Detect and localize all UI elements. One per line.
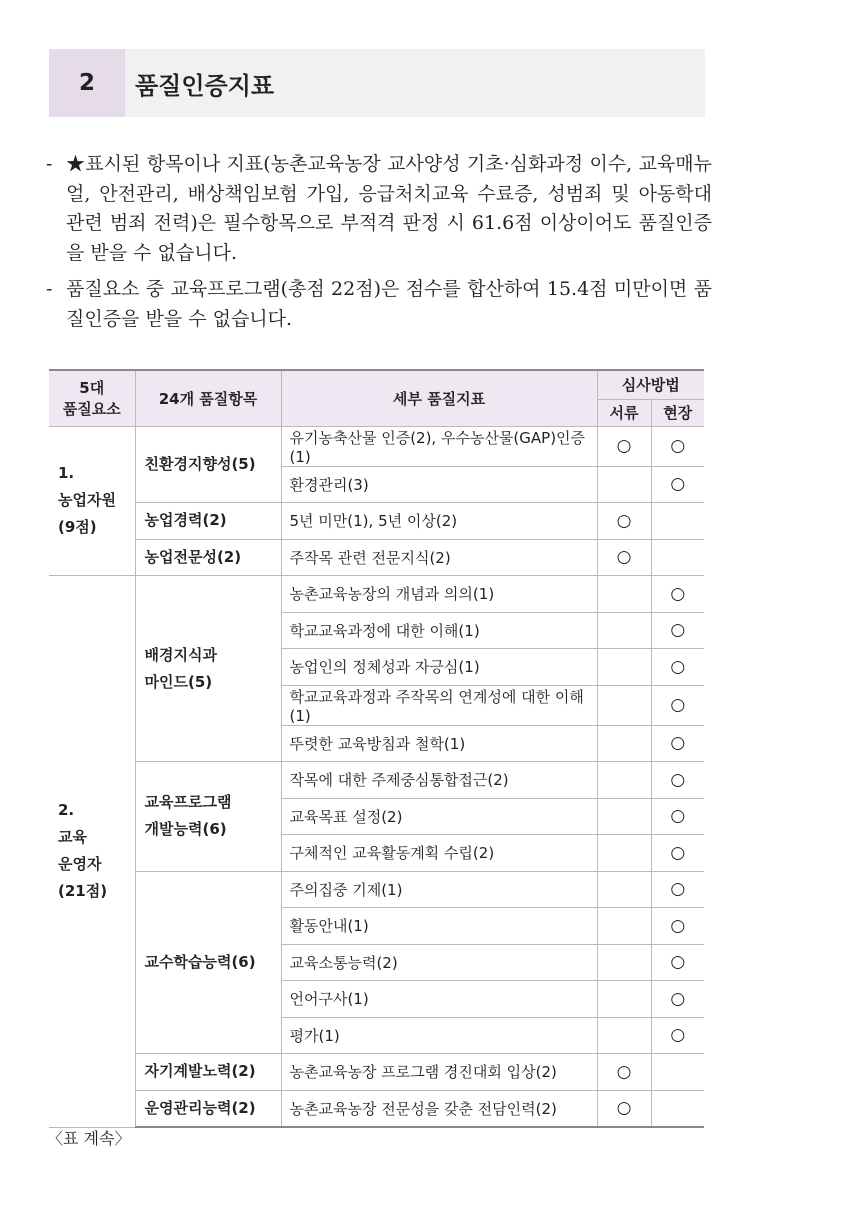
indicator-cell: 교육소통능력(2) (281, 944, 597, 981)
site-mark-cell (651, 835, 704, 872)
quality-item-line: 운영관리능력(2) (144, 1098, 256, 1117)
docs-mark-cell (597, 908, 651, 945)
quality-item-line: 교육프로그램 (144, 793, 232, 812)
docs-mark-cell (597, 762, 651, 799)
header-docs: 서류 (597, 399, 651, 426)
indicator-cell: 언어구사(1) (281, 981, 597, 1018)
table-row (49, 762, 704, 799)
quality-element-line: 농업자원 (58, 491, 116, 510)
indicator-cell: 주작목 관련 전문지식(2) (281, 539, 597, 576)
site-mark-cell (651, 762, 704, 799)
quality-element-line: 운영자 (58, 855, 102, 874)
indicator-cell: 환경관리(3) (281, 466, 597, 503)
circle-mark-icon: ○ (670, 988, 686, 1009)
indicator-cell: 5년 미만(1), 5년 이상(2) (281, 503, 597, 540)
indicator-cell: 구체적인 교육활동계획 수립(2) (281, 835, 597, 872)
docs-mark-cell (597, 944, 651, 981)
table-row (49, 503, 704, 540)
section-header (49, 49, 705, 117)
docs-mark-cell (597, 798, 651, 835)
docs-mark-cell (597, 539, 651, 576)
quality-element-line: 2. (58, 801, 75, 820)
quality-item-line: 교수학습능력(6) (144, 952, 256, 971)
docs-mark-cell (597, 685, 651, 725)
docs-mark-cell (597, 503, 651, 540)
quality-item-line: 농업전문성(2) (144, 547, 242, 566)
circle-mark-icon: ○ (616, 547, 632, 568)
indicator-cell: 주의집중 기제(1) (281, 871, 597, 908)
docs-mark-cell (597, 981, 651, 1018)
site-mark-cell (651, 685, 704, 725)
table-row (49, 1054, 704, 1091)
notes-list (46, 150, 712, 341)
indicator-cell: 학교교육과정에 대한 이해(1) (281, 612, 597, 649)
circle-mark-icon: ○ (670, 806, 686, 827)
quality-element-cell (49, 426, 135, 576)
quality-item-line: 농업경력(2) (144, 511, 227, 530)
indicator-cell: 학교교육과정과 주작목의 연계성에 대한 이해(1) (281, 685, 597, 725)
quality-item-cell (135, 1090, 281, 1127)
note-dash: - (46, 153, 53, 175)
table-row (49, 539, 704, 576)
site-mark-cell (651, 466, 704, 503)
docs-mark-cell (597, 1090, 651, 1127)
quality-item-line: 개발능력(6) (144, 820, 227, 839)
docs-mark-cell (597, 426, 651, 466)
note-dash: - (46, 278, 53, 300)
circle-mark-icon: ○ (670, 474, 686, 495)
indicator-cell: 농촌교육농장 프로그램 경진대회 입상(2) (281, 1054, 597, 1091)
quality-item-line: 배경지식과 (144, 645, 217, 664)
circle-mark-icon: ○ (670, 879, 686, 900)
docs-mark-cell (597, 835, 651, 872)
docs-mark-cell (597, 649, 651, 686)
docs-mark-cell (597, 612, 651, 649)
indicator-cell: 평가(1) (281, 1017, 597, 1054)
quality-element-line: 1. (58, 464, 75, 483)
header-method: 심사방법 (597, 370, 704, 399)
quality-item-cell (135, 871, 281, 1054)
circle-mark-icon: ○ (670, 656, 686, 677)
note-text: ★표시된 항목이나 지표(농촌교육농장 교사양성 기초·심화과정 이수, 교육매뉴얼, 안전관리, 배상책임보험 가입, 응급처치교육 수료증, 성범죄 및 아동학대 관련 범죄 전력)은 필수항목으로 부적격 판정 시 61.6점 이상이어도 품질인증을 받을 수 없습니다. (66, 153, 712, 264)
site-mark-cell (651, 539, 704, 576)
header-elements (49, 370, 135, 426)
site-mark-cell (651, 725, 704, 762)
quality-element-cell (49, 576, 135, 1128)
circle-mark-icon: ○ (670, 583, 686, 604)
circle-mark-icon: ○ (670, 620, 686, 641)
circle-mark-icon: ○ (670, 436, 686, 456)
quality-item-line: 자기계발노력(2) (144, 1062, 256, 1081)
header-items: 24개 품질항목 (135, 370, 281, 426)
indicator-cell: 유기농축산물 인증(2), 우수농산물(GAP)인증(1) (281, 426, 597, 466)
quality-item-line: 마인드(5) (144, 672, 213, 691)
site-mark-cell (651, 798, 704, 835)
quality-item-cell (135, 503, 281, 540)
table-row (49, 426, 704, 466)
circle-mark-icon: ○ (670, 1025, 686, 1046)
indicator-cell: 농촌교육농장 전문성을 갖춘 전담인력(2) (281, 1090, 597, 1127)
circle-mark-icon: ○ (616, 1098, 632, 1119)
quality-item-cell (135, 1054, 281, 1091)
circle-mark-icon: ○ (670, 733, 686, 754)
header-elements-line2: 품질요소 (62, 400, 121, 419)
circle-mark-icon: ○ (670, 952, 686, 973)
table-body (49, 426, 704, 1127)
site-mark-cell (651, 426, 704, 466)
circle-mark-icon: ○ (616, 510, 632, 531)
quality-item-cell (135, 576, 281, 762)
indicator-cell: 활동안내(1) (281, 908, 597, 945)
docs-mark-cell (597, 1054, 651, 1091)
header-site: 현장 (651, 399, 704, 426)
section-title: 품질인증지표 (135, 71, 275, 100)
quality-indicator-table (49, 369, 704, 1128)
note-item (46, 275, 712, 334)
site-mark-cell (651, 1090, 704, 1127)
docs-mark-cell (597, 1017, 651, 1054)
circle-mark-icon: ○ (616, 436, 632, 456)
quality-element-line: 교육 (58, 828, 87, 847)
quality-element-line: (21점) (58, 882, 108, 901)
section-number: 2 (49, 49, 125, 117)
docs-mark-cell (597, 871, 651, 908)
indicator-cell: 농촌교육농장의 개념과 의의(1) (281, 576, 597, 613)
site-mark-cell (651, 1017, 704, 1054)
table-row (49, 871, 704, 908)
site-mark-cell (651, 503, 704, 540)
site-mark-cell (651, 576, 704, 613)
quality-item-cell (135, 539, 281, 576)
circle-mark-icon: ○ (670, 695, 686, 715)
note-text: 품질요소 중 교육프로그램(총점 22점)은 점수를 합산하여 15.4점 미만이면 품질인증을 받을 수 없습니다. (66, 278, 712, 330)
header-elements-line1: 5대 (79, 379, 105, 398)
quality-item-line: 친환경지향성(5) (144, 454, 256, 473)
docs-mark-cell (597, 466, 651, 503)
site-mark-cell (651, 981, 704, 1018)
indicator-cell: 교육목표 설정(2) (281, 798, 597, 835)
note-item (46, 150, 712, 268)
site-mark-cell (651, 944, 704, 981)
table-continued-caption: 〈표 계속〉 (47, 1129, 131, 1148)
circle-mark-icon: ○ (670, 769, 686, 790)
site-mark-cell (651, 612, 704, 649)
circle-mark-icon: ○ (616, 1061, 632, 1082)
table-row (49, 576, 704, 613)
circle-mark-icon: ○ (670, 915, 686, 936)
quality-element-line: (9점) (58, 518, 97, 537)
site-mark-cell (651, 1054, 704, 1091)
docs-mark-cell (597, 725, 651, 762)
docs-mark-cell (597, 576, 651, 613)
site-mark-cell (651, 871, 704, 908)
quality-item-cell (135, 426, 281, 503)
indicator-cell: 농업인의 정체성과 자긍심(1) (281, 649, 597, 686)
header-indicators: 세부 품질지표 (281, 370, 597, 426)
quality-item-cell (135, 762, 281, 872)
indicator-cell: 뚜렷한 교육방침과 철학(1) (281, 725, 597, 762)
site-mark-cell (651, 649, 704, 686)
circle-mark-icon: ○ (670, 842, 686, 863)
site-mark-cell (651, 908, 704, 945)
table-row (49, 1090, 704, 1127)
indicator-cell: 작목에 대한 주제중심통합접근(2) (281, 762, 597, 799)
